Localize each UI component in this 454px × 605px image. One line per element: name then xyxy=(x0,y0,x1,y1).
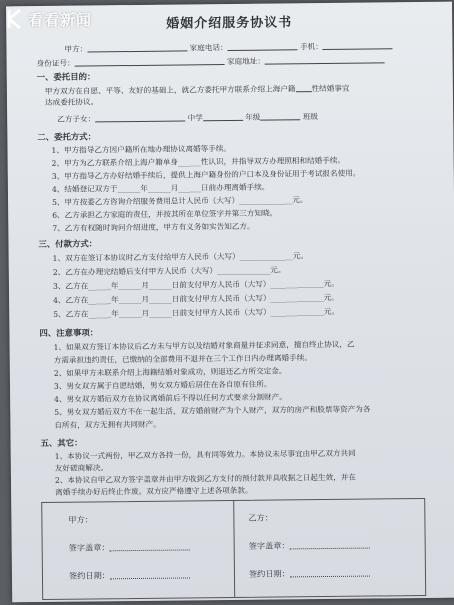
party-a-seal-label: 签字盖章： xyxy=(68,542,110,553)
kankan-news-watermark xyxy=(6,4,136,34)
notice-item: 5、男女双方婚后双方不在一起生活，双方婚前财产为个人财产，双方的房产和股票等资产为各 xyxy=(54,404,371,417)
section-2-item: 3、甲方指导乙方办好结婚手续后，提供上海户籍身份的户口本及身份证用于考试报名使用。 xyxy=(51,168,361,181)
notice-item: 2、如果甲方未联系介绍上海籍结婚对象成功，则退还乙方所交定金。 xyxy=(53,366,287,378)
notice-item: 4、男女双方婚后双方在协议离婚前后不得以任何方式要求分割财产。 xyxy=(54,392,287,404)
section-1-para-2: 达成委托协议。 xyxy=(44,97,99,107)
notice-item: 自所有，双方无拥有共同财产。 xyxy=(54,419,161,430)
payment-item: 4、乙方在______年______月______日前支付甲方人民币（大写）______________元。 xyxy=(53,292,339,305)
party-a-seal-row xyxy=(69,541,190,552)
signature-box xyxy=(41,498,426,600)
notice-item: 1、如果双方签订本协议后乙方未与甲方以及结婚对象商量并征求同意，擅自终止协议，乙 xyxy=(53,339,355,352)
other-item: 友好磋商解决。 xyxy=(54,463,109,473)
signature-divider xyxy=(233,501,235,597)
section-2-item: 6、乙方承担乙方家庭的责任，并按其所在单位签字并第三方知晓。 xyxy=(52,208,278,220)
section-2-heading: 二、委托方式： xyxy=(37,131,97,143)
child-row xyxy=(7,110,453,126)
notice-item: 方需承担违约责任，已缴纳的全部费用不退并在三个工作日内办理离婚手续。 xyxy=(53,353,312,365)
section-2-item: 1、甲方指导乙方因户籍所在地办理协议离婚等手续。 xyxy=(51,143,232,155)
section-2-item: 5、甲方按委乙方咨询介绍服务费用总计人民币（大写）______________元。 xyxy=(52,195,308,207)
home-address-label: 家庭地址： xyxy=(226,56,266,67)
section-2-item: 4、结婚登记双方于______年______月______日前办理离婚手续。 xyxy=(51,182,270,194)
contract-paper xyxy=(6,2,454,603)
other-item: 1、本协议一式两份，甲乙双方各持一份，具有同等效力。本协议未尽事宜由甲乙双方共同 xyxy=(54,448,356,461)
party-a-sign-label: 甲方： xyxy=(68,514,94,525)
payment-item: 1、双方在签订本协议时乙方支付给甲方人民币（大写）______________元。 xyxy=(52,251,309,263)
mobile-label: 手机： xyxy=(299,42,323,52)
other-item: 离婚手续办好后终止作废。双方应严格遵守上述各项条款。 xyxy=(55,485,253,497)
party-b-seal-row xyxy=(249,540,370,551)
party-b-sign-label: 乙方： xyxy=(248,512,274,523)
grade-label: 年级 xyxy=(245,112,261,122)
other-item: 2、本协议自甲乙双方签字盖章并由甲方收到乙方支付的预付款并具收据之日起生效，并在 xyxy=(54,472,356,485)
school-label: 中学 xyxy=(187,113,203,123)
notice-item: 3、男女双方属于自愿结婚，男女双方婚后居住在各自原有住所。 xyxy=(53,379,272,391)
kankan-logo-icon xyxy=(6,8,24,30)
party-a-id-row xyxy=(7,54,453,70)
class-label: 班级 xyxy=(302,112,319,122)
id-number-label: 身份证号： xyxy=(36,58,75,69)
party-b-date-label: 签约日期： xyxy=(248,568,290,579)
payment-item: 5、乙方在______年______月______日前支付甲方人民币（大写）______________元。 xyxy=(53,306,340,319)
party-b-seal-label: 签字盖章： xyxy=(248,540,290,551)
party-a-date-row xyxy=(69,569,190,580)
payment-item: 2、乙方在办理完结婚后支付甲方人民币（大写）______________元。 xyxy=(52,265,286,277)
party-a-row xyxy=(6,40,452,56)
watermark-text: 看看新闻 xyxy=(28,10,93,29)
party-a-label: 甲方： xyxy=(64,44,88,54)
section-5-heading: 五、其它： xyxy=(40,437,83,448)
section-1-text-end: 性结婚事宜 xyxy=(311,83,350,94)
section-2-item: 7、乙方有权随时询问介绍进度，甲方有义务如实告知乙方。 xyxy=(52,221,255,233)
child-label: 乙方子女： xyxy=(57,114,96,124)
home-phone-label: 家庭电话： xyxy=(189,43,228,53)
section-1-text: 甲方双方在自愿、平等、友好的基础上，就乙方委托甲方联系介绍上海户籍 xyxy=(44,84,296,96)
payment-item: 3、乙方在______年______月______日前支付甲方人民币（大写）______________元。 xyxy=(52,278,339,291)
party-a-date-label: 签约日期： xyxy=(68,570,110,581)
party-b-date-row xyxy=(249,568,370,579)
section-2-item: 2、甲方为乙方联系介绍上海户籍单身______性认识，并指导双方办理照相和结婚手续。 xyxy=(51,155,346,168)
document-title: 婚姻介绍服务协议书 xyxy=(166,15,293,32)
section-4-heading: 四、注意事项： xyxy=(39,327,99,339)
section-3-heading: 三、付款方式： xyxy=(38,238,98,250)
section-1-heading: 一、委托目的： xyxy=(36,71,96,83)
